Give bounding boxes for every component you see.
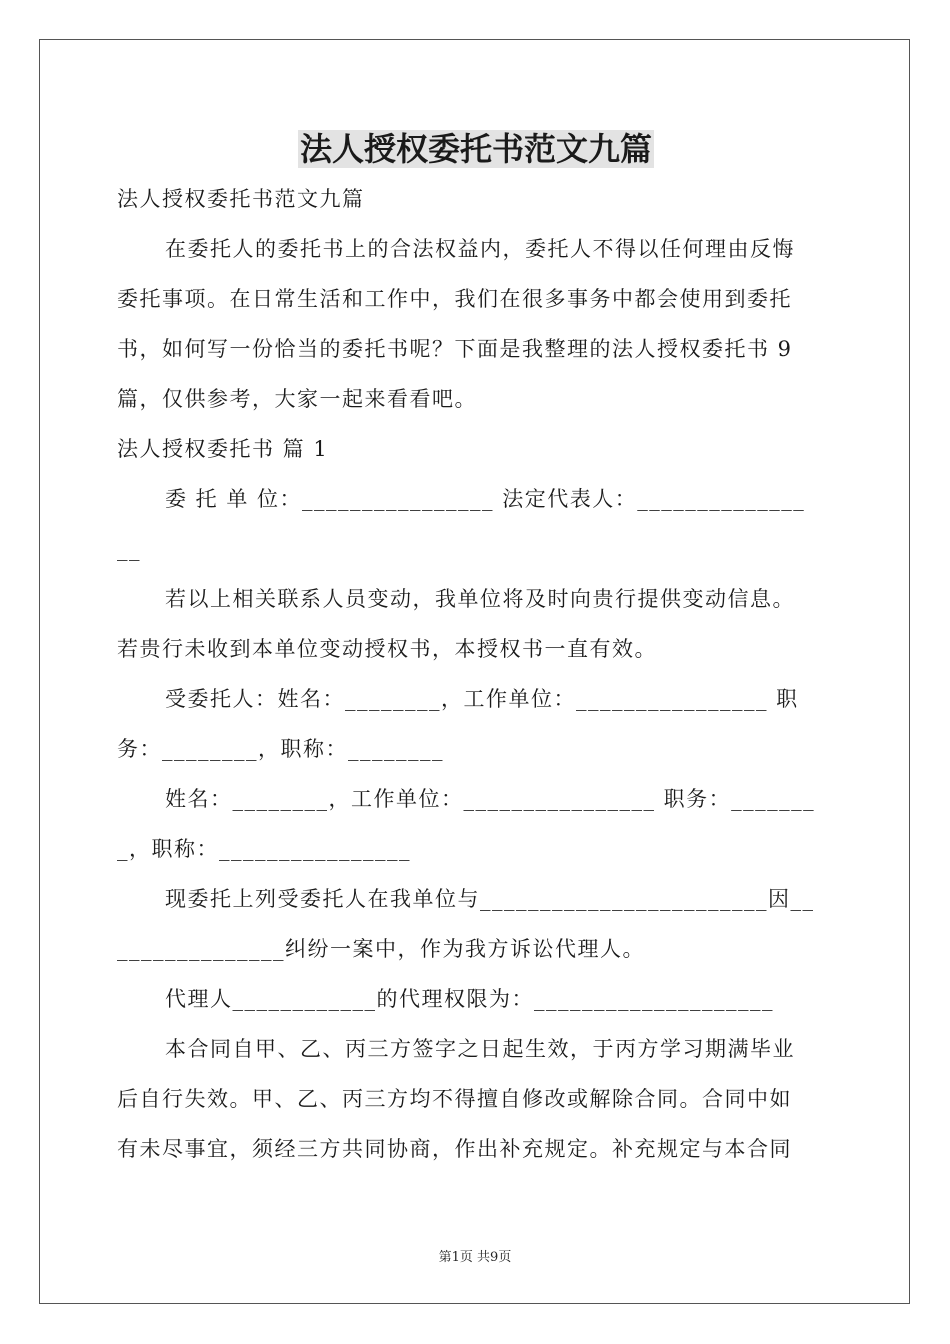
form-line: ______________纠纷一案中，作为我方诉讼代理人。 [117, 937, 645, 961]
form-line: __ [117, 537, 141, 561]
form-line: 务：________，职称：________ [117, 737, 444, 761]
paragraph-line: 在委托人的委托书上的合法权益内，委托人不得以任何理由反悔 [165, 237, 795, 261]
paragraph-line: 篇，仅供参考，大家一起来看看吧。 [117, 387, 477, 411]
form-line: 代理人____________的代理权限为：____________________ [165, 987, 774, 1011]
form-line: 委 托 单 位：________________ 法定代表人：______________ [165, 487, 806, 511]
section-heading: 法人授权委托书 篇 1 [117, 437, 329, 461]
paragraph-line: 有未尽事宜，须经三方共同协商，作出补充规定。补充规定与本合同 [117, 1137, 792, 1161]
form-line: 现委托上列受委托人在我单位与________________________因__ [165, 887, 815, 911]
paragraph-line: 后自行失效。甲、乙、丙三方均不得擅自修改或解除合同。合同中如 [117, 1087, 792, 1111]
paragraph-line: 若以上相关联系人员变动，我单位将及时向贵行提供变动信息。 [165, 587, 795, 611]
paragraph-line: 本合同自甲、乙、丙三方签字之日起生效，于丙方学习期满毕业 [165, 1037, 795, 1061]
paragraph-line: 若贵行未收到本单位变动授权书，本授权书一直有效。 [117, 637, 657, 661]
document-title-text: 法人授权委托书范文九篇 [299, 130, 652, 168]
subtitle-line: 法人授权委托书范文九篇 [117, 187, 365, 211]
form-line: _，职称：________________ [117, 837, 411, 861]
document-title [117, 124, 835, 174]
form-line: 姓名：________，工作单位：________________ 职务：_______ [165, 787, 816, 811]
paragraph-line: 委托事项。在日常生活和工作中，我们在很多事务中都会使用到委托 [117, 287, 792, 311]
page-footer: 第1页 共9页 [438, 1250, 512, 1265]
form-line: 受委托人：姓名：________，工作单位：________________ 职 [165, 687, 799, 711]
paragraph-line: 书，如何写一份恰当的委托书呢？下面是我整理的法人授权委托书 9 [117, 337, 793, 361]
